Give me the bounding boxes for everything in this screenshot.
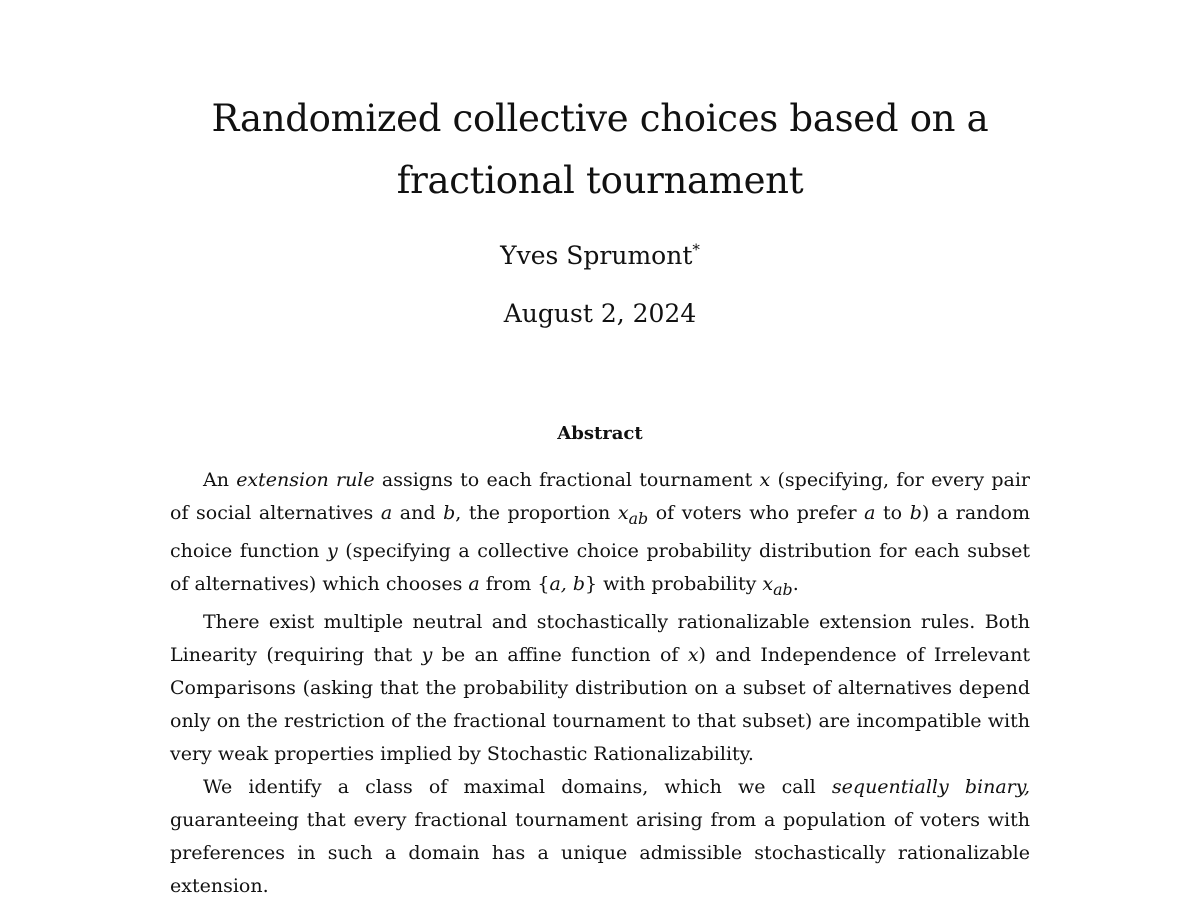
title-line-2: fractional tournament (396, 159, 804, 202)
term-extension-rule: extension rule (236, 469, 375, 491)
abstract-heading: Abstract (557, 423, 643, 444)
paper-date: August 2, 2024 (503, 299, 697, 328)
term-sequentially-binary: sequentially binary, (831, 775, 1030, 798)
abstract-paragraph-3: We identify a class of maximal domains, which we call sequentially binary, guaranteeing that every fractional tournament arising from a population of voters with preferences in such a domain has a unique admissible stochastically rationalizable extension. (170, 775, 1030, 897)
author-name: Yves Sprumont (500, 241, 693, 270)
abstract-paragraph-2: There exist multiple neutral and stochastically rationalizable extension rules. Both Linearity (requiring that y be an affine function of x) and Independence of Irrelevant Comparisons (asking that the probability distribution on a subset of alternatives depend only on the restriction of the fractional tournament to that subset) are incompatible with very weak properties implied by Stochastic Rationalizability. (170, 610, 1030, 765)
abstract-paragraph-1: An extension rule assigns to each fractional tournament x (specifying, for every pair of social alternatives a and b, the proportion $x_{ab}$ of voters who prefer a to b) a random choice function y (specifying a collective choice probability distribution for each subset of alternatives) which chooses a from {a, b} with probability $x_{ab}$. (170, 469, 1031, 599)
abstract-body (170, 464, 1030, 903)
paper-title (0, 88, 1200, 212)
author-footnote-mark[interactable]: * (692, 240, 700, 259)
title-line-1: Randomized collective choices based on a (211, 97, 989, 140)
author-line (0, 238, 1200, 274)
